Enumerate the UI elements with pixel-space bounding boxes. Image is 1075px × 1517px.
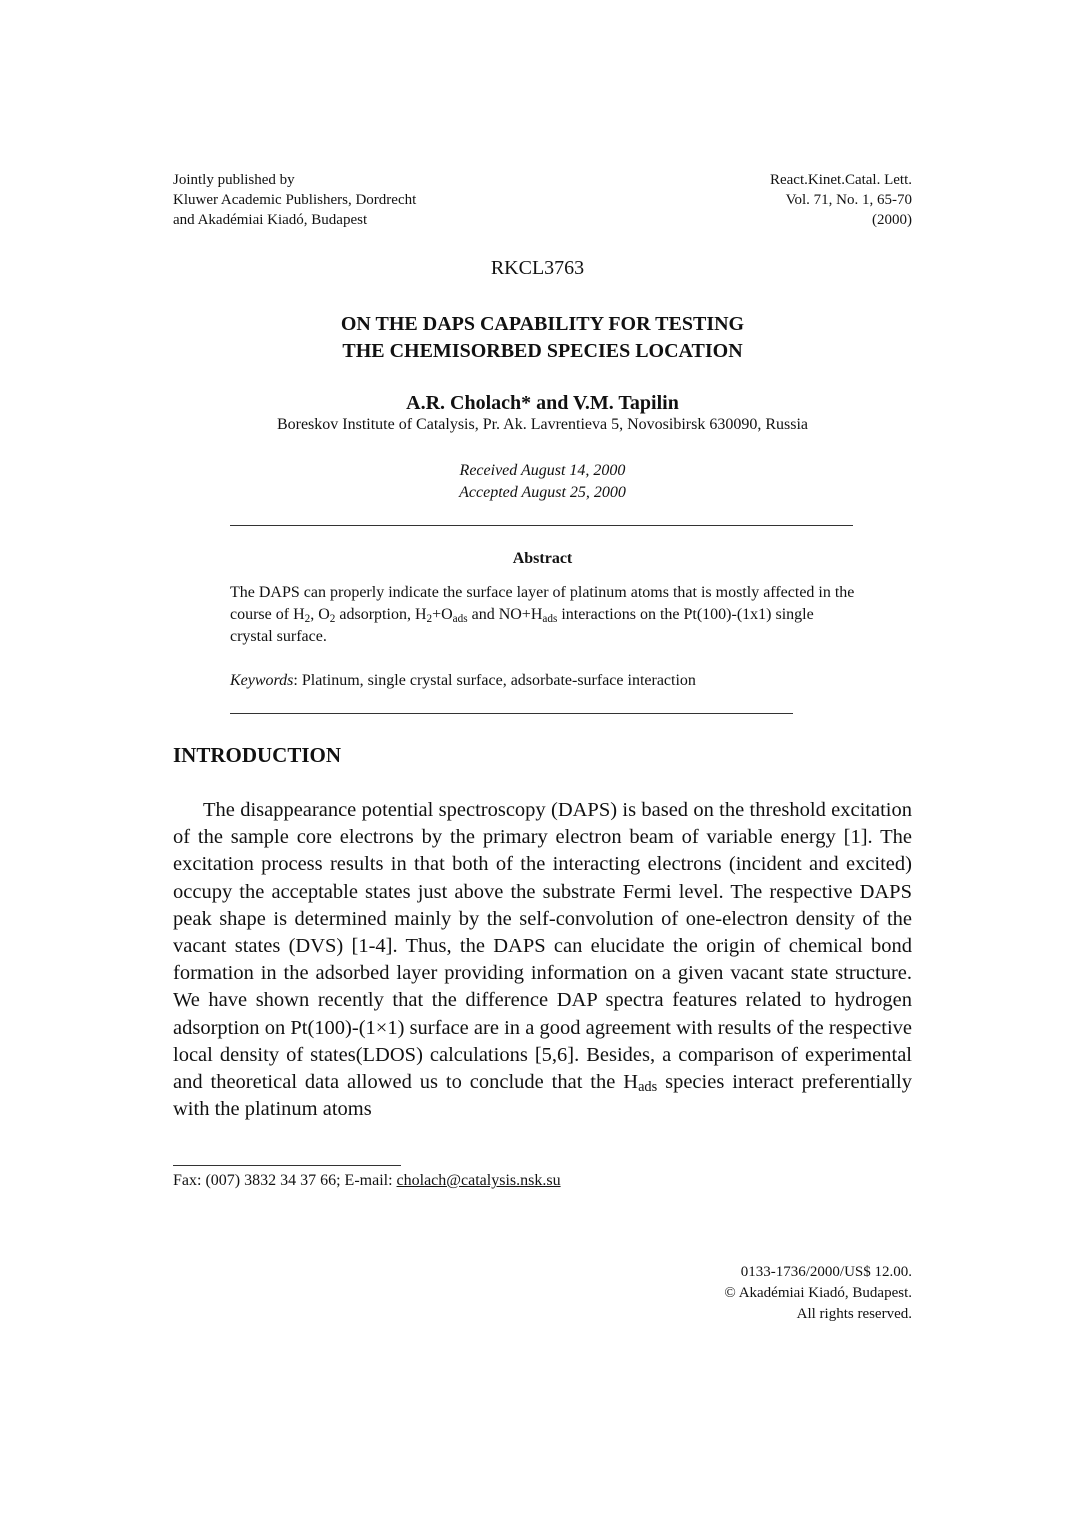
dates — [0, 460, 1075, 504]
paper-title — [0, 311, 1075, 365]
title-line: THE CHEMISORBED SPECIES LOCATION — [342, 340, 743, 362]
copyright-block — [592, 1262, 912, 1325]
publisher-line: Jointly published by — [173, 172, 295, 188]
divider — [230, 525, 853, 526]
paragraph: The disappearance potential spectroscopy (DAPS) is based on the threshold excitation of the sample core electrons by the primary electron beam of variable energy [1]. The excitation process results in that both of the interacting electrons (incident and excited) occupy the acceptable states just above the substrate Fermi level. The respective DAPS peak shape is determined mainly by the self-convolution of one-electron density of the vacant states (DVS) [1-4]. Thus, the DAPS can elucidate the origin of chemical bond formation in the adsorbed layer providing information on a given vacant state structure. We have shown recently that the difference DAP spectra features related to hydrogen adsorption on Pt(100)-(1×1) surface are in a good agreement with results of the respective local density of states(LDOS) calculations [5,6]. Besides, a comparison of experimental and theoretical data allowed us to conclude that the $H_{ads}$ species interact preferentially with the platinum atoms — [173, 799, 912, 1121]
journal-info — [612, 170, 912, 230]
footnote-divider — [173, 1165, 401, 1166]
abstract-text: The DAPS can properly indicate the surface layer of platinum atoms that is mostly affected in the course of $H_2$, $O_2$ adsorption, $H_2+O_{ads}$ and $NO+H_{ads}$ interactions on the Pt(100)-(1x1) single crystal surface. — [230, 584, 855, 645]
journal-line: React.Kinet.Catal. Lett. — [769, 172, 912, 188]
authors: A.R. Cholach* and V.M. Tapilin — [406, 392, 679, 414]
journal-line: Vol. 71, No. 1, 65-70 — [785, 192, 912, 208]
title-line: ON THE DAPS CAPABILITY FOR TESTING — [340, 313, 745, 335]
publisher-info — [173, 170, 553, 230]
copyright-line: 0133-1736/2000/US$ 12.00. — [740, 1264, 912, 1280]
footnote: Fax: (007) 3832 34 37 66; E-mail: cholach@catalysis.nsk.su — [173, 1172, 561, 1189]
publisher-line: Kluwer Academic Publishers, Dordrecht — [173, 192, 417, 208]
received-date: Received August 14, 2000 — [459, 462, 626, 479]
email-link[interactable]: cholach@catalysis.nsk.su — [396, 1172, 561, 1189]
keywords-text: : Platinum, single crystal surface, adsorbate-surface interaction — [293, 672, 696, 689]
article-code: RKCL3763 — [490, 257, 585, 279]
keywords — [230, 672, 856, 690]
keywords-label: Keywords — [230, 672, 294, 689]
publisher-line: and Akadémiai Kiadó, Budapest — [173, 212, 368, 228]
journal-line: (2000) — [872, 212, 912, 228]
copyright-line: All rights reserved. — [796, 1306, 912, 1322]
divider — [230, 713, 793, 714]
accepted-date: Accepted August 25, 2000 — [459, 484, 626, 501]
affiliation: Boreskov Institute of Catalysis, Pr. Ak. Lavrentieva 5, Novosibirsk 630090, Russia — [276, 416, 809, 433]
copyright-line: © Akadémiai Kiadó, Budapest. — [724, 1285, 912, 1301]
introduction-body — [173, 797, 912, 1123]
abstract-heading: Abstract — [512, 550, 573, 567]
section-heading-introduction: INTRODUCTION — [173, 743, 342, 767]
